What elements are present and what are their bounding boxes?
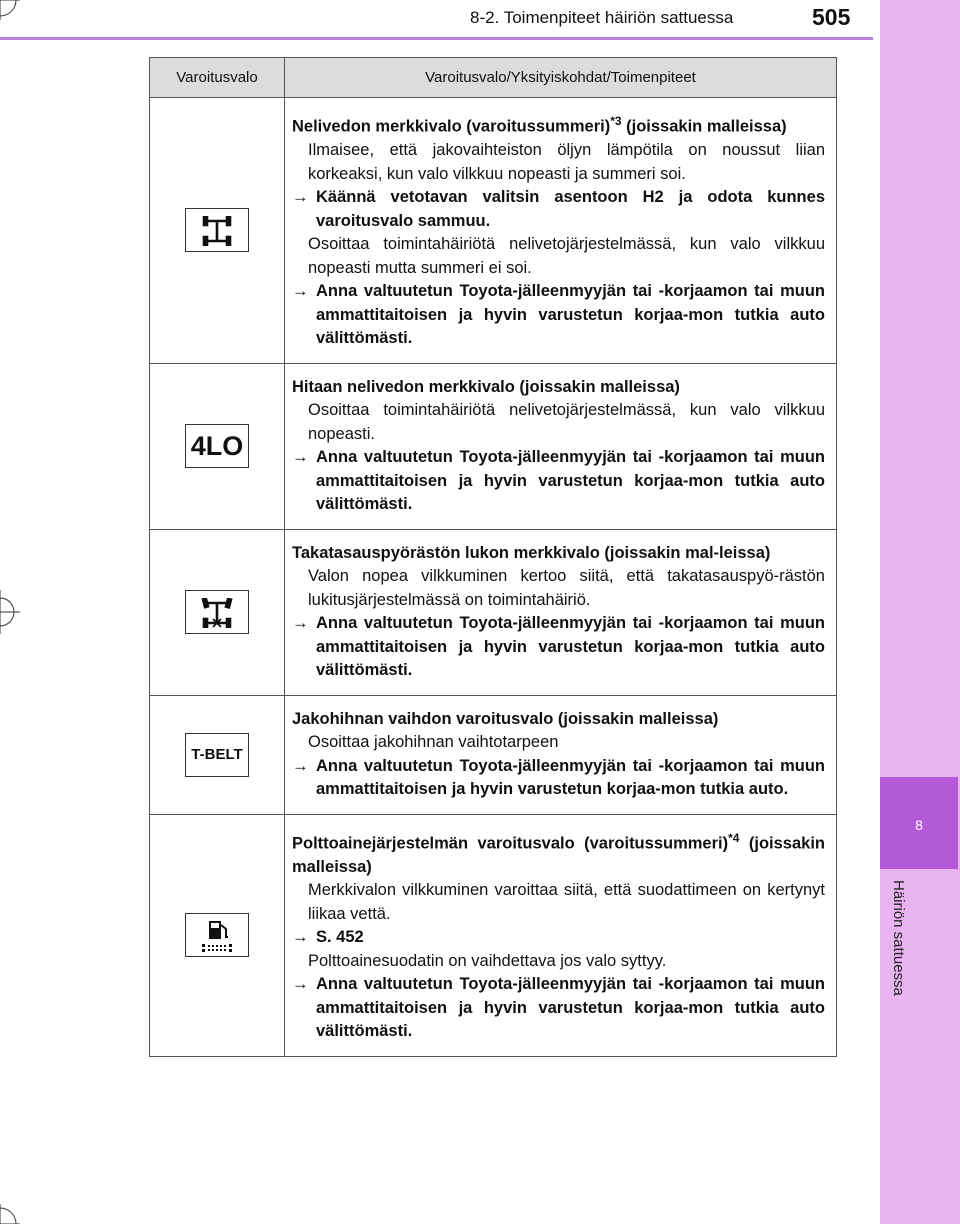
action-line: → Anna valtuutetun Toyota-jälleenmyyjän tai -korjaamon tai muun ammattitaitoisen ja hyvin varustetun korjaa-mon tutkia auto välittömästi. [292, 614, 825, 679]
col-header-light: Varoitusvalo [150, 58, 285, 98]
table-row [150, 98, 837, 364]
section-title: 8-2. Toimenpiteet häiriön sattuessa [470, 8, 734, 27]
light-title: Nelivedon merkkivalo (varoitussummeri)$^{*3}$ (joissakin malleissa) [292, 114, 787, 136]
arrow-icon: → [292, 975, 309, 993]
arrow-icon: → [292, 614, 309, 632]
action-line: → Anna valtuutetun Toyota-jälleenmyyjän tai -korjaamon tai muun ammattitaitoisen ja hyvin varustetun korjaa-mon tutkia auto välittömästi. [292, 282, 825, 347]
chapter-number: 8 [880, 777, 958, 869]
warning-light-cell [150, 695, 285, 814]
4wd-indicator-icon [185, 208, 249, 252]
rear-diff-lock-icon [185, 590, 249, 634]
details-cell [285, 695, 837, 814]
table-row [150, 363, 837, 529]
footnote-ref: *4 [728, 830, 740, 845]
light-title: Jakohihnan vaihdon varoitusvalo (joissakin malleissa) [292, 709, 719, 728]
description-line: Polttoainesuodatin on vaihdettava jos valo syttyy. [308, 951, 667, 970]
warning-light-cell [150, 363, 285, 529]
details-cell [285, 814, 837, 1056]
warning-light-cell [150, 529, 285, 695]
header-rule [0, 37, 873, 40]
description-line: Valon nopea vilkkuminen kertoo siitä, että takatasauspyö-rästön lukitusjärjestelmässä on toimintahäiriö. [308, 567, 825, 609]
description-line: Merkkivalon vilkkuminen varoittaa siitä, että suodattimeen on kertynyt liikaa vettä. [308, 881, 825, 923]
light-title: Takatasauspyörästön lukon merkkivalo (joissakin mal-leissa) [292, 543, 771, 562]
arrow-icon: → [292, 756, 309, 775]
page-number: 505 [812, 4, 851, 30]
warning-light-table [149, 57, 837, 1057]
action-line: → Anna valtuutetun Toyota-jälleenmyyjän tai -korjaamon tai muun ammattitaitoisen ja hyvin varustetun korjaa-mon tutkia auto. [292, 756, 825, 798]
action-line: → Käännä vetotavan valitsin asentoon H2 ja odota kunnes varoitusvalo sammuu. [292, 188, 825, 230]
details-cell [285, 363, 837, 529]
action-line: → Anna valtuutetun Toyota-jälleenmyyjän tai -korjaamon tai muun ammattitaitoisen ja hyvin varustetun korjaa-mon tutkia auto välittömästi. [292, 975, 825, 1040]
table-row [150, 695, 837, 814]
action-line: → Anna valtuutetun Toyota-jälleenmyyjän tai -korjaamon tai muun ammattitaitoisen ja hyvin varustetun korjaa-mon tutkia auto välittömästi. [292, 448, 825, 513]
details-cell [285, 98, 837, 364]
warning-light-label: 4LO [185, 424, 249, 468]
arrow-icon: → [292, 282, 309, 300]
chapter-label: Häiriön sattuessa [890, 880, 907, 996]
arrow-icon: → [292, 188, 309, 206]
details-cell [285, 529, 837, 695]
arrow-icon: → [292, 448, 309, 466]
table-row [150, 814, 837, 1056]
table-row [150, 529, 837, 695]
action-line: → S. 452 [292, 926, 825, 950]
warning-light-cell [150, 98, 285, 364]
warning-light-label: T-BELT [185, 733, 249, 777]
warning-light-cell [150, 814, 285, 1056]
fuel-filter-icon [185, 913, 249, 957]
arrow-icon: → [292, 928, 309, 946]
description-line: Osoittaa toimintahäiriötä nelivetojärjestelmässä, kun valo vilkkuu nopeasti. [308, 401, 825, 443]
footnote-ref: *3 [610, 114, 622, 128]
light-title: Hitaan nelivedon merkkivalo (joissakin malleissa) [292, 377, 680, 396]
col-header-details: Varoitusvalo/Yksityiskohdat/Toimenpiteet [285, 58, 837, 98]
description-line: Osoittaa jakohihnan vaihtotarpeen [308, 733, 559, 751]
description-line: Osoittaa toimintahäiriötä nelivetojärjestelmässä, kun valo vilkkuu nopeasti mutta summeri ei soi. [308, 235, 825, 277]
side-tab [880, 0, 960, 1224]
light-title: Polttoainejärjestelmän varoitusvalo (varoitussummeri)$^{*4}$ (joissakin malleissa) [292, 830, 825, 876]
description-line: Ilmaisee, että jakovaihteiston öljyn lämpötila on noussut liian korkeaksi, kun valo vilkkuu nopeasti ja summeri soi. [308, 141, 825, 183]
